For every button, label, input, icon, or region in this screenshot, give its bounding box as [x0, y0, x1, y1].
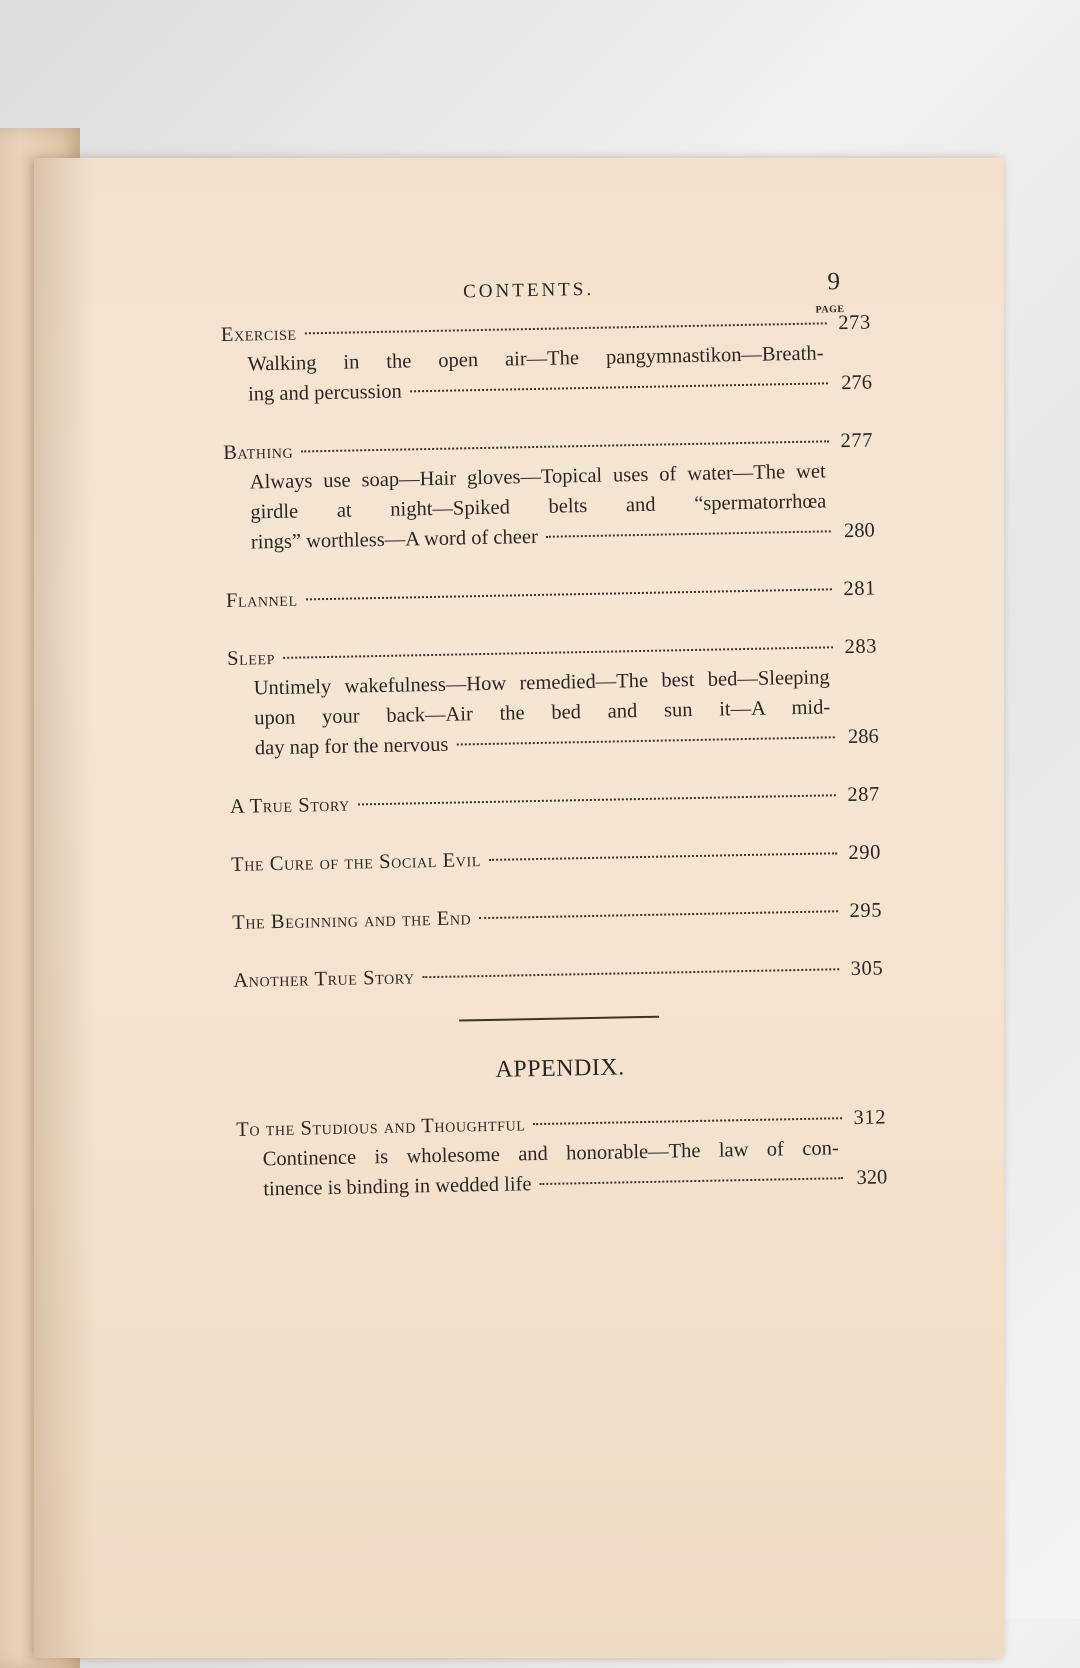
toc-entry-beginning-end — [232, 895, 882, 937]
dot-leader — [489, 852, 837, 861]
toc-description-page: 320 — [856, 1166, 888, 1189]
dot-leader — [456, 736, 834, 745]
toc-description-page: 280 — [843, 519, 876, 543]
dot-leader — [533, 1117, 842, 1125]
toc-entry-title: The Beginning and the End — [232, 907, 472, 934]
toc-heading-line — [226, 573, 876, 615]
page-number: 9 — [827, 268, 841, 296]
toc-entry-page: 287 — [847, 783, 881, 807]
page-column-label: PAGE — [815, 304, 845, 316]
toc-entry-page: 312 — [853, 1106, 887, 1129]
toc-entry-page: 290 — [848, 841, 882, 865]
toc-description-page: 286 — [847, 725, 879, 749]
toc-heading-line — [232, 895, 882, 937]
toc-entry-exercise — [221, 308, 873, 410]
dot-leader — [546, 530, 831, 537]
toc-entry-another-true-story — [233, 953, 883, 995]
toc-entry-description: Always use soap—Hair gloves—Topical uses of water—The wet girdle at night—Spiked belts and “spermatorrhœa — [249, 460, 827, 524]
section-divider — [459, 1016, 659, 1022]
dot-leader — [479, 910, 838, 919]
dot-leader — [539, 1177, 843, 1185]
toc-entry-description: Untimely wakefulness—How remedied—The best bed—Sleeping upon your back—Air the bed and sun it—A mid- — [253, 666, 831, 730]
toc-description-end: day nap for the nervous — [254, 733, 449, 760]
toc-entry-page: 277 — [840, 429, 874, 453]
toc-entry-title: Flannel — [225, 588, 298, 612]
toc-entry-title: Sleep — [226, 647, 276, 670]
toc-entry-studious-thoughtful — [236, 1102, 888, 1204]
toc-description-end: tinence is binding in wedded life — [263, 1173, 532, 1201]
dot-leader — [305, 322, 827, 334]
toc-entry-page: 281 — [843, 577, 877, 601]
toc-entry-bathing — [223, 425, 875, 557]
toc-entry-title: The Cure of the Social Evil — [230, 849, 482, 876]
toc-entry-title: To the Studious and Thoughtful — [235, 1113, 526, 1141]
dot-leader — [306, 588, 832, 600]
dot-leader — [283, 646, 833, 659]
toc-heading-line — [230, 779, 880, 821]
toc-entry-page: 283 — [844, 635, 878, 659]
toc-entry-title: Another True Story — [233, 966, 415, 992]
toc-description-page: 276 — [841, 371, 873, 395]
toc-entry-page: 273 — [838, 311, 872, 335]
toc-description-end: rings” worthless—A word of cheer — [250, 525, 539, 554]
toc-entry-a-true-story — [230, 779, 880, 821]
running-title: CONTENTS. — [462, 278, 595, 303]
toc-entry-page: 305 — [850, 957, 884, 981]
toc-description-end: ing and percussion — [247, 380, 403, 406]
dot-leader — [301, 440, 829, 452]
toc-heading-line — [231, 837, 881, 879]
dot-leader — [358, 794, 836, 805]
toc-entry-title: Exercise — [220, 322, 297, 346]
toc-entry-sleep — [227, 631, 879, 763]
toc-entry-page: 295 — [849, 899, 883, 923]
dot-leader — [410, 382, 828, 392]
toc-heading-line — [233, 953, 883, 995]
toc-entry-title: A True Story — [229, 793, 350, 818]
appendix-heading: APPENDIX. — [495, 1054, 625, 1083]
toc-entry-social-evil — [231, 837, 881, 879]
table-of-contents — [220, 268, 888, 1233]
toc-entry-title: Bathing — [222, 440, 294, 464]
toc-entry-description: Walking in the open air—The pangymnastikon—Breath- — [247, 342, 824, 376]
toc-entry-description: Continence is wholesome and honorable—The law of con- — [262, 1137, 839, 1171]
dot-leader — [423, 968, 840, 978]
toc-entry-flannel — [226, 573, 876, 615]
